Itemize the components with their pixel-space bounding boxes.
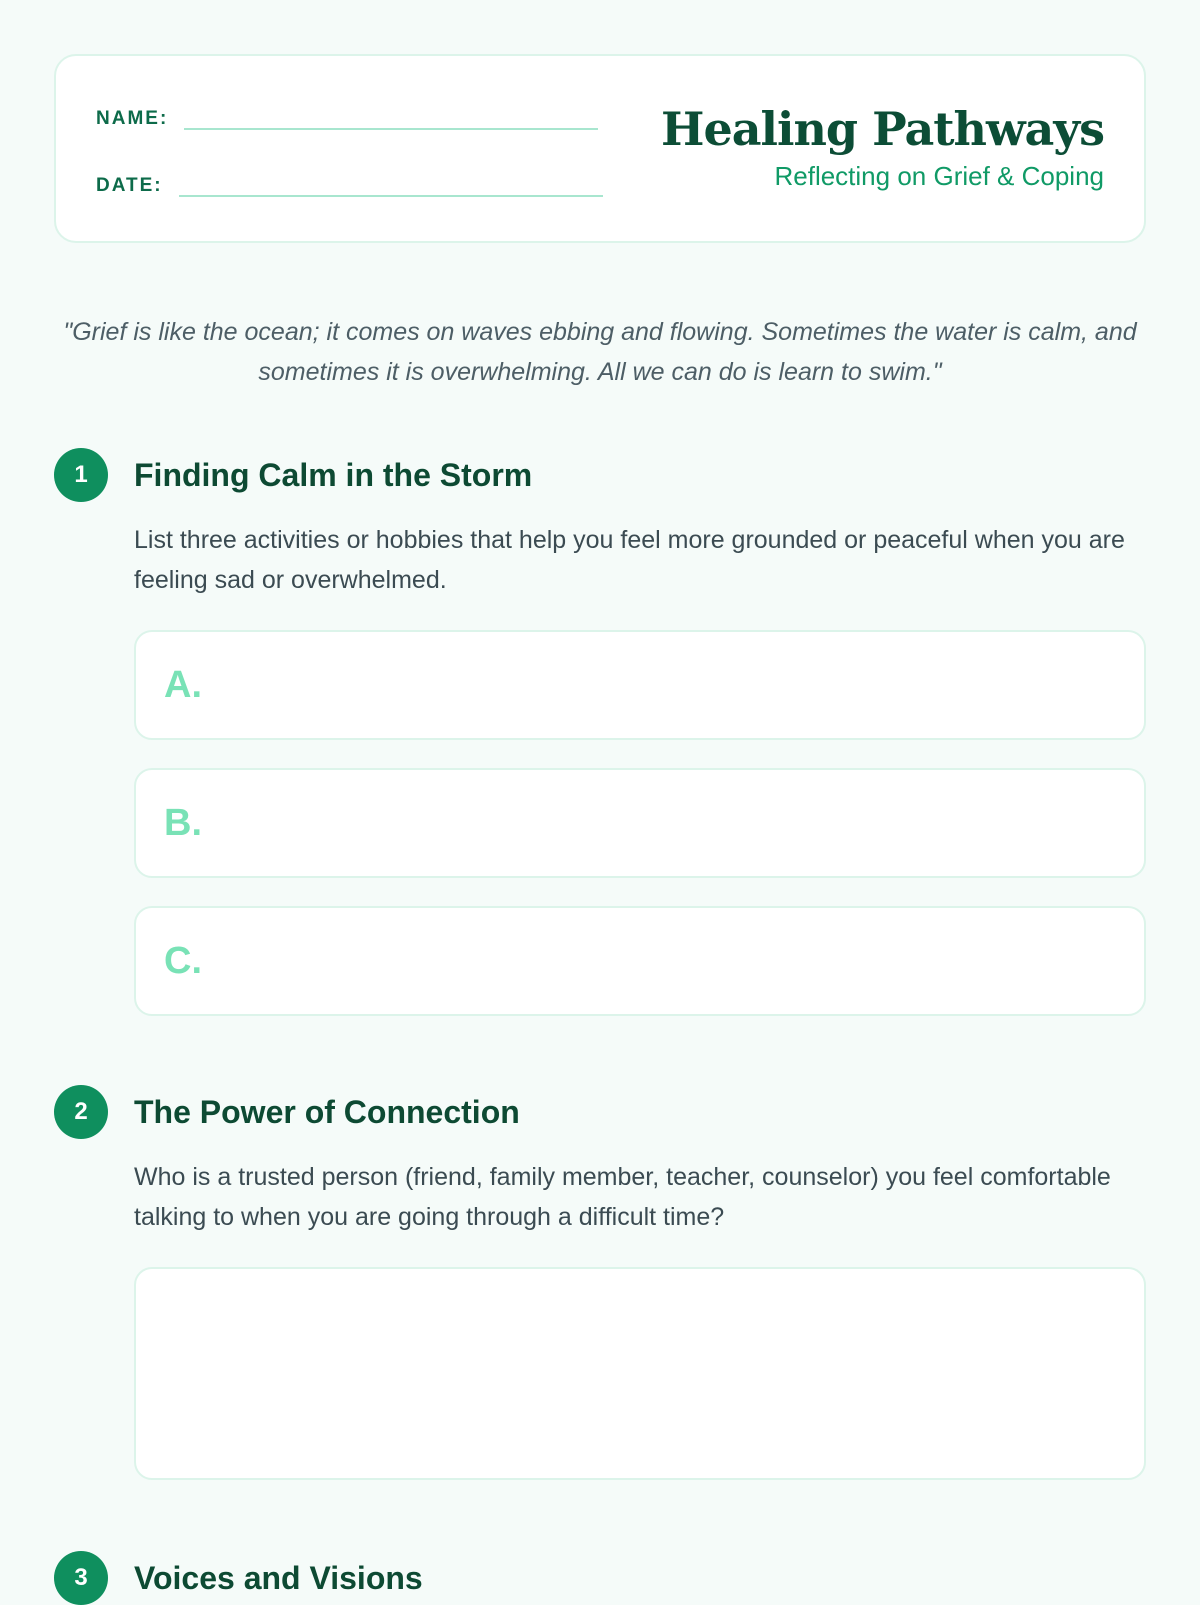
answer-box-a[interactable]	[134, 630, 1146, 740]
answer-letter: C.	[164, 940, 202, 982]
section-power-of-connection	[54, 1085, 1146, 1480]
name-label: NAME:	[96, 108, 169, 129]
answer-box-trusted-person[interactable]	[134, 1267, 1146, 1480]
step-number-badge: 3	[54, 1551, 108, 1605]
section-header	[54, 1551, 1146, 1605]
answer-letter: B.	[164, 802, 202, 844]
section-title: The Power of Connection	[134, 1094, 520, 1130]
section-header	[54, 1085, 1146, 1139]
worksheet-title: Healing Pathways	[661, 102, 1104, 156]
worksheet-brand	[661, 100, 1104, 192]
answer-box-b[interactable]	[134, 768, 1146, 878]
worksheet-page	[54, 54, 1146, 1596]
section-voices-and-visions	[54, 1551, 1146, 1605]
section-header	[54, 448, 1146, 502]
date-field	[96, 169, 603, 197]
section-title: Finding Calm in the Storm	[134, 457, 533, 493]
header-card	[54, 54, 1146, 243]
answer-box-c[interactable]	[134, 906, 1146, 1016]
section-prompt: Who is a trusted person (friend, family member, teacher, counselor) you feel comfortable talking to when you are going through a difficult time?	[134, 1163, 1111, 1231]
name-input-line[interactable]	[184, 102, 598, 130]
name-field	[96, 102, 598, 130]
date-label: DATE:	[96, 175, 163, 196]
worksheet-subtitle: Reflecting on Grief & Coping	[774, 161, 1104, 191]
section-finding-calm	[54, 448, 1146, 1016]
answer-letter: A.	[164, 664, 202, 706]
section-title: Voices and Visions	[134, 1560, 423, 1596]
date-input-line[interactable]	[179, 169, 603, 197]
grief-quote: "Grief is like the ocean; it comes on waves ebbing and flowing. Sometimes the water is calm, and sometimes it is overwhelming. All we can do is learn to swim."	[63, 318, 1137, 386]
step-number-badge: 1	[54, 448, 108, 502]
section-prompt: List three activities or hobbies that help you feel more grounded or peaceful when you are feeling sad or overwhelmed.	[134, 526, 1125, 594]
step-number-badge: 2	[54, 1085, 108, 1139]
